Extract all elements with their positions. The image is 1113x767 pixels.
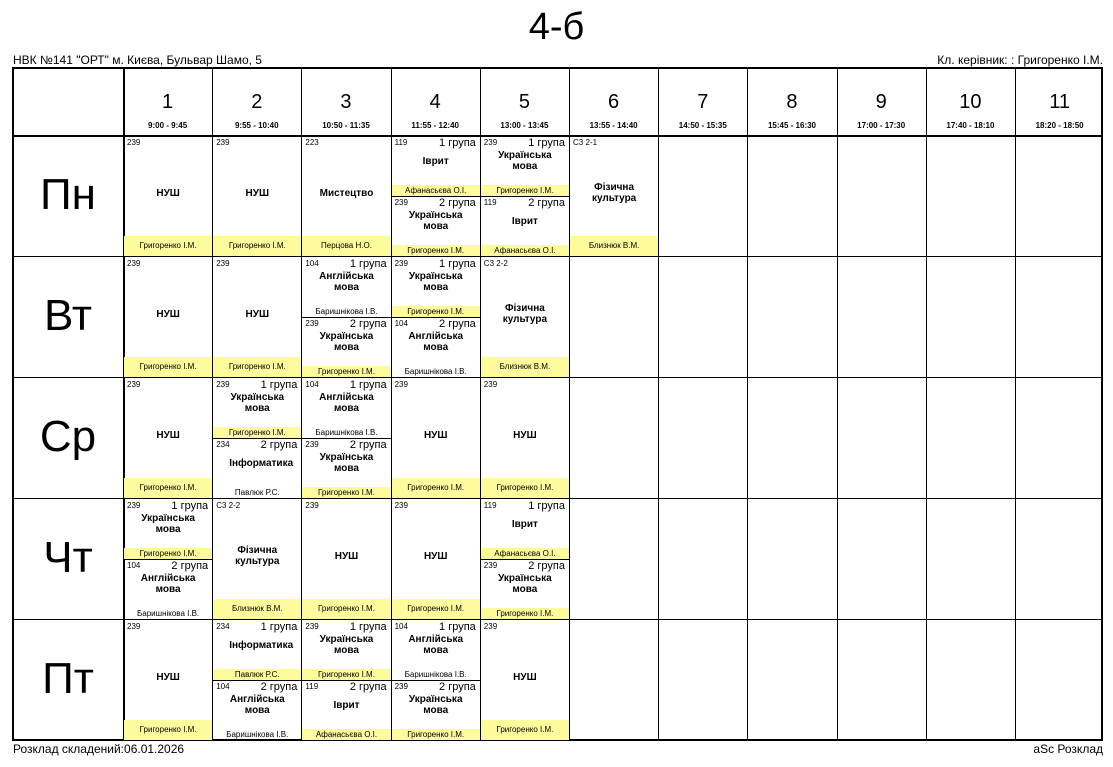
grid-column-line xyxy=(1015,69,1016,739)
app-credit: aSc Розклад xyxy=(1033,742,1103,756)
subject-name: НУШ xyxy=(156,672,180,683)
lesson-cell[interactable] xyxy=(302,136,390,256)
subject-name: НУШ xyxy=(513,672,537,683)
group-divider xyxy=(302,438,390,439)
subject-name: НУШ xyxy=(334,551,359,562)
day-label: Чт xyxy=(43,533,93,582)
period-time: 18:20 - 18:50 xyxy=(1035,121,1084,130)
room-number: 239 xyxy=(483,138,498,147)
room-number: 119 xyxy=(394,138,408,147)
group-label: 2 група xyxy=(349,318,387,330)
teacher-name: Баришнікова І.В. xyxy=(137,609,200,618)
school-name: НВК №141 "ОРТ" м. Києва, Бульвар Шамо, 5 xyxy=(13,53,262,67)
grid-column-line xyxy=(837,69,838,739)
group-lesson-cell[interactable] xyxy=(481,196,569,256)
subject-name: Інформатика xyxy=(229,458,294,469)
room-number: 234 xyxy=(216,622,230,631)
subject-name: Українська мова xyxy=(498,573,552,595)
group-label: 1 група xyxy=(439,258,476,270)
room-number: 119 xyxy=(483,501,497,510)
period-number: 2 xyxy=(251,91,263,113)
teacher-name: Баришнікова І.В. xyxy=(226,730,289,739)
group-divider xyxy=(124,559,212,560)
subject-name: Англійська мова xyxy=(229,694,285,716)
group-lesson-cell[interactable] xyxy=(302,438,390,498)
subject-name: Українська мова xyxy=(230,392,285,414)
group-label: 2 група xyxy=(528,197,565,209)
group-divider xyxy=(213,680,301,681)
room-number: 104 xyxy=(127,561,141,570)
group-divider xyxy=(213,438,301,439)
room-number: 239 xyxy=(127,259,141,268)
subject-name: НУШ xyxy=(156,188,180,199)
generated-date: Розклад складений:06.01.2026 xyxy=(13,742,185,756)
group-lesson-cell[interactable] xyxy=(213,378,301,438)
group-divider xyxy=(392,680,480,681)
subject-name: Іврит xyxy=(511,519,538,530)
period-number: 10 xyxy=(959,91,982,113)
teacher-name: Григоренко І.М. xyxy=(481,185,569,196)
group-lesson-cell[interactable] xyxy=(481,499,569,559)
room-number: 104 xyxy=(394,622,408,631)
day-label: Пн xyxy=(40,170,96,219)
room-number: 239 xyxy=(305,501,319,510)
group-label: 1 група xyxy=(439,621,476,633)
room-number: 104 xyxy=(216,682,230,691)
period-number: 7 xyxy=(697,91,709,113)
period-number: 1 xyxy=(162,91,174,113)
teacher-name: Григоренко І.М. xyxy=(124,236,212,256)
room-number: 119 xyxy=(305,682,319,691)
subject-name: Англійська мова xyxy=(140,573,196,595)
period-time: 13:55 - 14:40 xyxy=(589,121,638,130)
teacher-name: Григоренко І.М. xyxy=(213,427,301,438)
subject-name: Фізична культура xyxy=(502,303,548,325)
group-label: 2 група xyxy=(260,439,298,451)
lesson-cell[interactable] xyxy=(124,257,212,377)
group-label: 1 група xyxy=(260,621,298,633)
period-time: 10:50 - 11:35 xyxy=(322,121,370,130)
class-title: 4-б xyxy=(528,6,585,48)
room-number: С3 2-2 xyxy=(216,501,241,510)
subject-name: Англійська мова xyxy=(408,331,464,353)
teacher-name: Григоренко І.М. xyxy=(392,478,480,498)
lesson-cell[interactable] xyxy=(213,257,301,377)
group-label: 2 група xyxy=(349,681,387,693)
teacher-name: Перцова Н.О. xyxy=(302,236,390,256)
group-lesson-cell[interactable] xyxy=(392,317,480,377)
lesson-cell[interactable] xyxy=(213,136,301,256)
teacher-name: Григоренко І.М. xyxy=(392,729,480,740)
room-number: 239 xyxy=(394,682,408,691)
period-number: 9 xyxy=(875,91,887,113)
group-lesson-cell[interactable] xyxy=(302,257,390,317)
room-number: 239 xyxy=(216,259,230,268)
room-number: 239 xyxy=(305,319,319,328)
group-label: 2 група xyxy=(439,681,476,693)
group-label: 1 група xyxy=(349,379,387,391)
subject-name: НУШ xyxy=(245,188,270,199)
teacher-name: Григоренко І.М. xyxy=(124,357,212,377)
day-label: Ср xyxy=(39,412,97,461)
lesson-cell[interactable] xyxy=(213,499,301,619)
group-divider xyxy=(302,680,390,681)
room-number: 239 xyxy=(127,622,141,631)
lesson-cell[interactable] xyxy=(124,378,212,498)
room-number: 104 xyxy=(305,380,319,389)
room-number: 104 xyxy=(394,319,408,328)
teacher-name: Григоренко І.М. xyxy=(392,245,480,256)
subject-name: НУШ xyxy=(156,309,180,320)
group-label: 2 група xyxy=(171,560,209,572)
teacher-name: Павлюк Р.С. xyxy=(213,669,301,680)
room-number: 104 xyxy=(305,259,319,268)
teacher-name: Григоренко І.М. xyxy=(481,478,569,498)
group-label: 1 група xyxy=(528,500,565,512)
subject-name: Українська мова xyxy=(319,331,374,353)
subject-name: Англійська мова xyxy=(319,392,374,414)
teacher-name: Близнюк В.М. xyxy=(481,357,569,377)
room-number: 239 xyxy=(216,138,230,147)
teacher-name: Афанасьєва О.І. xyxy=(481,548,569,559)
group-label: 2 група xyxy=(349,439,387,451)
subject-name: Іврит xyxy=(511,216,538,227)
period-time: 17:40 - 18:10 xyxy=(946,121,995,130)
teacher-name: Григоренко І.М. xyxy=(124,720,212,740)
subject-name: НУШ xyxy=(423,551,448,562)
group-lesson-cell[interactable] xyxy=(481,136,569,196)
subject-name: Іврит xyxy=(422,156,449,167)
room-number: 239 xyxy=(216,380,230,389)
subject-name: Фізична культура xyxy=(591,182,637,204)
lesson-cell[interactable] xyxy=(302,499,390,619)
class-teacher: Кл. керівник: : Григоренко І.М. xyxy=(937,53,1103,67)
period-number: 3 xyxy=(340,91,352,113)
period-time: 9:00 - 9:45 xyxy=(148,121,188,130)
teacher-name: Баришнікова І.В. xyxy=(404,670,467,679)
period-time: 15:45 - 16:30 xyxy=(767,121,816,130)
group-divider xyxy=(481,559,569,560)
teacher-name: Григоренко І.М. xyxy=(213,357,301,377)
group-label: 2 група xyxy=(528,560,565,572)
room-number: 239 xyxy=(305,622,319,631)
teacher-name: Григоренко І.М. xyxy=(302,487,390,498)
room-number: 239 xyxy=(483,561,498,570)
subject-name: НУШ xyxy=(423,430,448,441)
teacher-name: Григоренко І.М. xyxy=(124,548,212,559)
room-number: 119 xyxy=(483,198,497,207)
teacher-name: Баришнікова І.В. xyxy=(404,367,467,376)
room-number: 223 xyxy=(305,138,319,147)
room-number: 239 xyxy=(127,138,141,147)
teacher-name: Григоренко І.М. xyxy=(481,720,569,740)
lesson-cell[interactable] xyxy=(570,136,658,256)
group-lesson-cell[interactable] xyxy=(392,257,480,317)
lesson-cell[interactable] xyxy=(481,378,569,498)
subject-name: НУШ xyxy=(156,430,180,441)
lesson-cell[interactable] xyxy=(481,257,569,377)
period-number: 11 xyxy=(1049,91,1070,113)
room-number: С3 2-1 xyxy=(573,138,598,147)
subject-name: Українська мова xyxy=(408,210,463,232)
teacher-name: Григоренко І.М. xyxy=(302,669,390,680)
room-number: 234 xyxy=(216,440,230,449)
grid-column-line xyxy=(658,69,659,739)
room-number: С3 2-2 xyxy=(483,259,508,268)
subject-name: Українська мова xyxy=(408,271,463,293)
teacher-name: Афанасьєва О.І. xyxy=(481,245,569,256)
subject-name: Інформатика xyxy=(229,640,294,651)
group-label: 1 група xyxy=(439,137,476,149)
subject-name: Українська мова xyxy=(319,634,374,656)
subject-name: Українська мова xyxy=(498,150,552,172)
grid-column-line xyxy=(926,69,927,739)
group-divider xyxy=(392,317,480,318)
group-label: 1 група xyxy=(349,621,387,633)
subject-name: Мистецтво xyxy=(319,188,374,199)
teacher-name: Павлюк Р.С. xyxy=(234,488,280,497)
room-number: 239 xyxy=(394,259,408,268)
period-time: 9:55 - 10:40 xyxy=(234,121,279,130)
period-number: 5 xyxy=(518,91,530,113)
group-divider xyxy=(481,196,569,197)
group-label: 2 група xyxy=(439,197,476,209)
group-lesson-cell[interactable] xyxy=(392,196,480,256)
lesson-cell[interactable] xyxy=(124,620,212,740)
subject-name: Українська мова xyxy=(319,452,374,474)
teacher-name: Григоренко І.М. xyxy=(213,236,301,256)
group-label: 2 група xyxy=(260,681,298,693)
group-label: 1 група xyxy=(171,500,209,512)
lesson-cell[interactable] xyxy=(392,499,480,619)
day-label: Пт xyxy=(42,654,94,703)
subject-name: Українська мова xyxy=(408,694,463,716)
teacher-name: Григоренко І.М. xyxy=(302,599,390,619)
group-lesson-cell[interactable] xyxy=(124,559,212,619)
group-lesson-cell[interactable] xyxy=(392,136,480,196)
group-lesson-cell[interactable] xyxy=(124,499,212,559)
teacher-name: Григоренко І.М. xyxy=(481,608,569,619)
lesson-cell[interactable] xyxy=(124,136,212,256)
group-lesson-cell[interactable] xyxy=(392,620,480,680)
room-number: 239 xyxy=(394,198,408,207)
teacher-name: Баришнікова І.В. xyxy=(315,428,378,437)
period-time: 11:55 - 12:40 xyxy=(411,121,459,130)
group-divider xyxy=(302,317,390,318)
room-number: 239 xyxy=(483,380,498,389)
period-number: 6 xyxy=(608,91,620,113)
teacher-name: Афанасьєва О.І. xyxy=(302,729,390,740)
period-time: 14:50 - 15:35 xyxy=(678,121,727,130)
group-lesson-cell[interactable] xyxy=(481,559,569,619)
teacher-name: Григоренко І.М. xyxy=(302,366,390,377)
lesson-cell[interactable] xyxy=(481,620,569,740)
group-label: 1 група xyxy=(349,258,387,270)
subject-name: НУШ xyxy=(245,309,270,320)
teacher-name: Григоренко І.М. xyxy=(392,599,480,619)
subject-name: Англійська мова xyxy=(408,634,464,656)
group-lesson-cell[interactable] xyxy=(302,680,390,740)
room-number: 239 xyxy=(127,380,141,389)
period-number: 8 xyxy=(786,91,798,113)
period-time: 13:00 - 13:45 xyxy=(500,121,549,130)
subject-name: Українська мова xyxy=(141,513,195,535)
group-lesson-cell[interactable] xyxy=(302,620,390,680)
lesson-cell[interactable] xyxy=(392,378,480,498)
day-label: Вт xyxy=(43,291,93,340)
group-lesson-cell[interactable] xyxy=(302,317,390,377)
group-lesson-cell[interactable] xyxy=(213,438,301,498)
room-number: 239 xyxy=(483,622,498,631)
teacher-name: Афанасьєва О.І. xyxy=(392,185,480,196)
grid-column-line xyxy=(747,69,748,739)
group-lesson-cell[interactable] xyxy=(213,620,301,680)
group-label: 1 група xyxy=(528,137,565,149)
group-lesson-cell[interactable] xyxy=(213,680,301,740)
subject-name: Іврит xyxy=(333,700,360,711)
group-divider xyxy=(392,196,480,197)
group-label: 1 група xyxy=(260,379,298,391)
room-number: 239 xyxy=(394,501,408,510)
teacher-name: Близнюк В.М. xyxy=(570,236,658,256)
room-number: 239 xyxy=(305,440,319,449)
group-lesson-cell[interactable] xyxy=(302,378,390,438)
period-time: 17:00 - 17:30 xyxy=(857,121,906,130)
subject-name: Фізична культура xyxy=(235,545,280,567)
group-label: 2 група xyxy=(439,318,476,330)
room-number: 239 xyxy=(127,501,141,510)
teacher-name: Баришнікова І.В. xyxy=(315,307,378,316)
subject-name: НУШ xyxy=(513,430,537,441)
group-lesson-cell[interactable] xyxy=(392,680,480,740)
room-number: 239 xyxy=(394,380,408,389)
teacher-name: Григоренко І.М. xyxy=(124,478,212,498)
teacher-name: Григоренко І.М. xyxy=(392,306,480,317)
subject-name: Англійська мова xyxy=(319,271,374,293)
timetable-grid xyxy=(12,67,1103,741)
period-number: 4 xyxy=(429,91,441,113)
teacher-name: Близнюк В.М. xyxy=(213,599,301,619)
